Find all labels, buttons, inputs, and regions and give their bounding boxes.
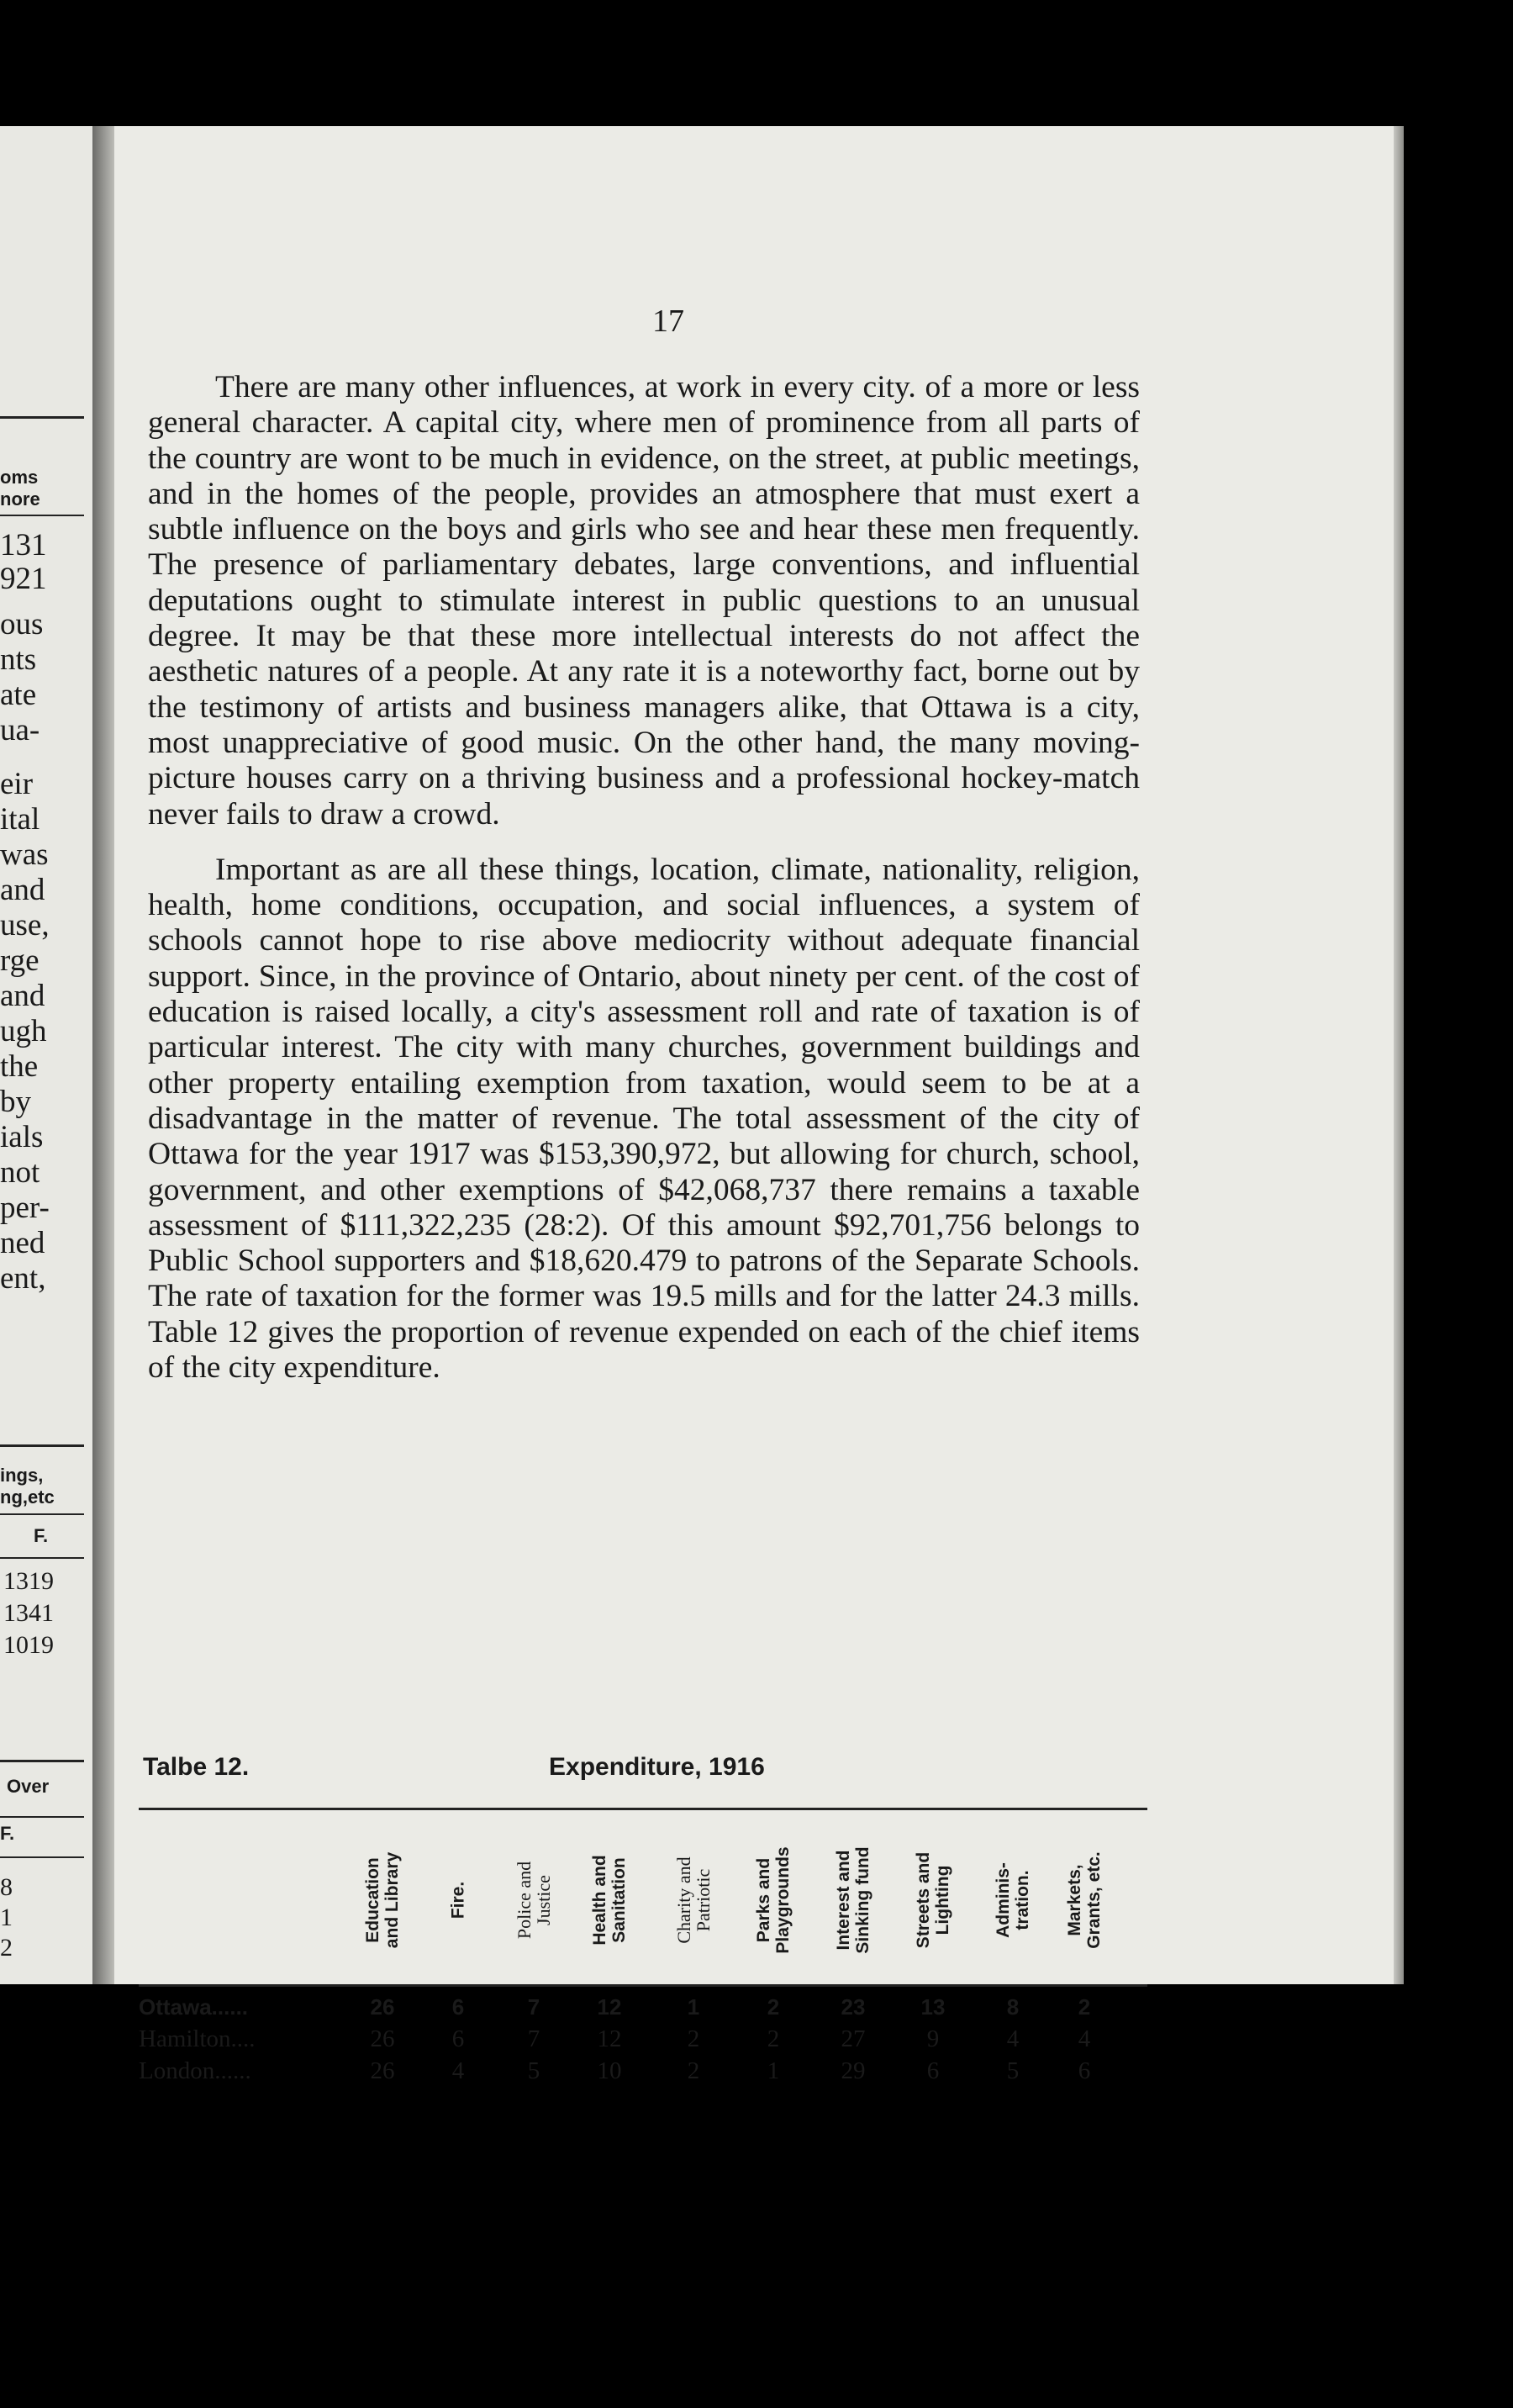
table-cell: 7 (527, 2025, 540, 2052)
table-cell: 10 (597, 2057, 622, 2084)
facing-text: ials (0, 1120, 44, 1154)
table-cell: 26 (370, 1994, 395, 2020)
table-caption (143, 1753, 1143, 1790)
table-cell: 12 (597, 2025, 622, 2052)
facing-text: nts (0, 642, 37, 677)
table-cell: 8 (1006, 1994, 1020, 2020)
page-number: 17 (652, 304, 684, 339)
row-city: Ottawa...... (139, 1994, 249, 2020)
facing-text: F. (34, 1525, 49, 1546)
table-cell: 6 (926, 2057, 940, 2084)
column-header: Fire. (448, 1881, 468, 1920)
table-cell: 12 (597, 1994, 622, 2020)
facing-text: ous (0, 607, 44, 642)
facing-rule (0, 1856, 84, 1858)
facing-text: 1319 (3, 1567, 54, 1595)
facing-rule (0, 416, 84, 419)
facing-rule (0, 1760, 84, 1762)
table-row (139, 1991, 1147, 2023)
column-header: Education and Library (363, 1851, 402, 1949)
facing-text: 131 (0, 528, 47, 562)
facing-text: 1019 (3, 1631, 54, 1659)
table-cell: 2 (1078, 1994, 1091, 2020)
table-row (139, 2055, 1147, 2087)
column-header: Adminis- tration. (994, 1862, 1032, 1938)
facing-rule (0, 1816, 84, 1818)
table-cell: 13 (920, 1994, 946, 2020)
facing-text: eir (0, 767, 34, 801)
table-cell: 5 (1006, 2057, 1020, 2084)
facing-text: rge (0, 943, 40, 978)
table-cell: 5 (527, 2057, 540, 2084)
row-city: London...... (139, 2057, 251, 2084)
facing-rule (0, 1444, 84, 1447)
table-cell: 6 (1078, 2057, 1091, 2084)
table-cell: 9 (926, 2025, 940, 2052)
table-title: Expenditure, 1916 (549, 1753, 765, 1781)
facing-text: ng,etc (0, 1487, 55, 1508)
facing-text: by (0, 1085, 31, 1119)
facing-text: not (0, 1155, 40, 1190)
facing-text: ate (0, 678, 37, 712)
table-top-rule (139, 1808, 1147, 1810)
expenditure-table (139, 1808, 1147, 2085)
facing-text: ned (0, 1226, 45, 1260)
facing-page-fragment (0, 126, 92, 1984)
column-header: Police and Justice (514, 1861, 554, 1940)
table-cell: 26 (370, 2025, 395, 2052)
facing-text: ugh (0, 1014, 47, 1048)
table-cell: 6 (451, 2025, 465, 2052)
facing-text: was (0, 837, 49, 872)
paragraph: There are many other influences, at work in every city. of a more or less general character. A capital city, where men of prominence from all parts of the country are wont to be much in evidence, on the street, at public meetings, and in the homes of the people, provides an atmosphere that must exert a subtle influence on the boys and girls who see and hear these men frequently. The presence of parliamentary debates, large conventions, and influential deputations ought to stimulate interest in public questions to an unusual degree. It may be that these more intellectual interests do not affect the aesthetic natures of a people. At any rate it is a noteworthy fact, borne out by the testimony of artists and business managers alike, that Ottawa is a city, most unappreciative of good music. On the other hand, the many moving-picture houses carry on a thriving business and a professional hockey-match never fails to draw a crowd. (148, 370, 1140, 832)
facing-rule (0, 1513, 84, 1515)
facing-text: the (0, 1049, 39, 1084)
column-header: Health and Sanitation (590, 1855, 629, 1946)
facing-text: 1 (0, 1904, 13, 1931)
column-header: Parks and Playgrounds (754, 1846, 793, 1954)
table-cell: 1 (687, 1994, 700, 2020)
page-edge-shadow (1394, 126, 1404, 1984)
table-cell: 29 (841, 2057, 866, 2084)
paragraph: Important as are all these things, location, climate, nationality, religion, health, home conditions, occupation, and social influences, a system of schools cannot hope to rise above mediocrity without adequate financial support. Since, in the province of Ontario, about ninety per cent. of the cost of education is raised locally, a city's assessment roll and rate of taxation is of particular interest. The city with many churches, government buildings and other property entailing exemption from taxation, would seem to be at a disadvantage in the matter of revenue. The total assessment of the city of Ottawa for the year 1917 was $153,390,972, but allowing for church, school, government, and other exemptions of $42,068,737 there remains a taxable assessment of $111,322,235 (28:2). Of this amount $92,701,756 belongs to Public School supporters and $18,620.479 to patrons of the Separate Schools. The rate of taxation for the former was 19.5 mills and for the latter 24.3 mills. Table 12 gives the proportion of revenue expended on each of the chief items of the city expenditure. (148, 852, 1140, 1386)
facing-text: 8 (0, 1873, 13, 1901)
facing-rule (0, 515, 84, 516)
table-cell: 4 (1006, 2025, 1020, 2052)
facing-text: Over (7, 1776, 50, 1797)
facing-text: ital (0, 802, 40, 837)
facing-text: nore (0, 488, 40, 510)
facing-text: ings, (0, 1465, 44, 1486)
table-cell: 2 (767, 1994, 780, 2020)
table-label: Talbe 12. (143, 1753, 250, 1781)
column-header: Streets and Lighting (914, 1851, 952, 1949)
facing-text: ent, (0, 1261, 46, 1296)
facing-text: and (0, 873, 45, 907)
facing-text: per- (0, 1191, 50, 1225)
page-gutter-shadow (92, 126, 114, 1984)
facing-text: and (0, 979, 45, 1013)
facing-text: oms (0, 467, 39, 488)
table-cell: 2 (687, 2025, 700, 2052)
table-cell: 26 (370, 2057, 395, 2084)
column-header: Interest and Sinking fund (834, 1846, 872, 1954)
facing-text: 1341 (3, 1599, 54, 1627)
facing-text: F. (0, 1823, 15, 1844)
book-page (92, 126, 1404, 2084)
table-header-rule (139, 1984, 1147, 1987)
table-cell: 2 (767, 2025, 780, 2052)
column-header: Markets, Grants, etc. (1065, 1851, 1104, 1949)
table-cell: 27 (841, 2025, 866, 2052)
facing-text: 2 (0, 1934, 13, 1962)
table-cell: 23 (841, 1994, 866, 2020)
table-cell: 4 (1078, 2025, 1091, 2052)
column-header: Charity and Patriotic (673, 1856, 714, 1944)
table-cell: 1 (767, 2057, 780, 2084)
facing-text: ua- (0, 713, 40, 747)
table-cell: 7 (527, 1994, 540, 2020)
row-city: Hamilton.... (139, 2025, 256, 2052)
table-row (139, 2023, 1147, 2055)
body-text (148, 370, 1140, 1406)
table-cell: 4 (451, 2057, 465, 2084)
facing-text: use, (0, 908, 50, 943)
table-cell: 6 (451, 1994, 465, 2020)
facing-text: 921 (0, 562, 47, 596)
table-cell: 2 (687, 2057, 700, 2084)
facing-rule (0, 1557, 84, 1559)
